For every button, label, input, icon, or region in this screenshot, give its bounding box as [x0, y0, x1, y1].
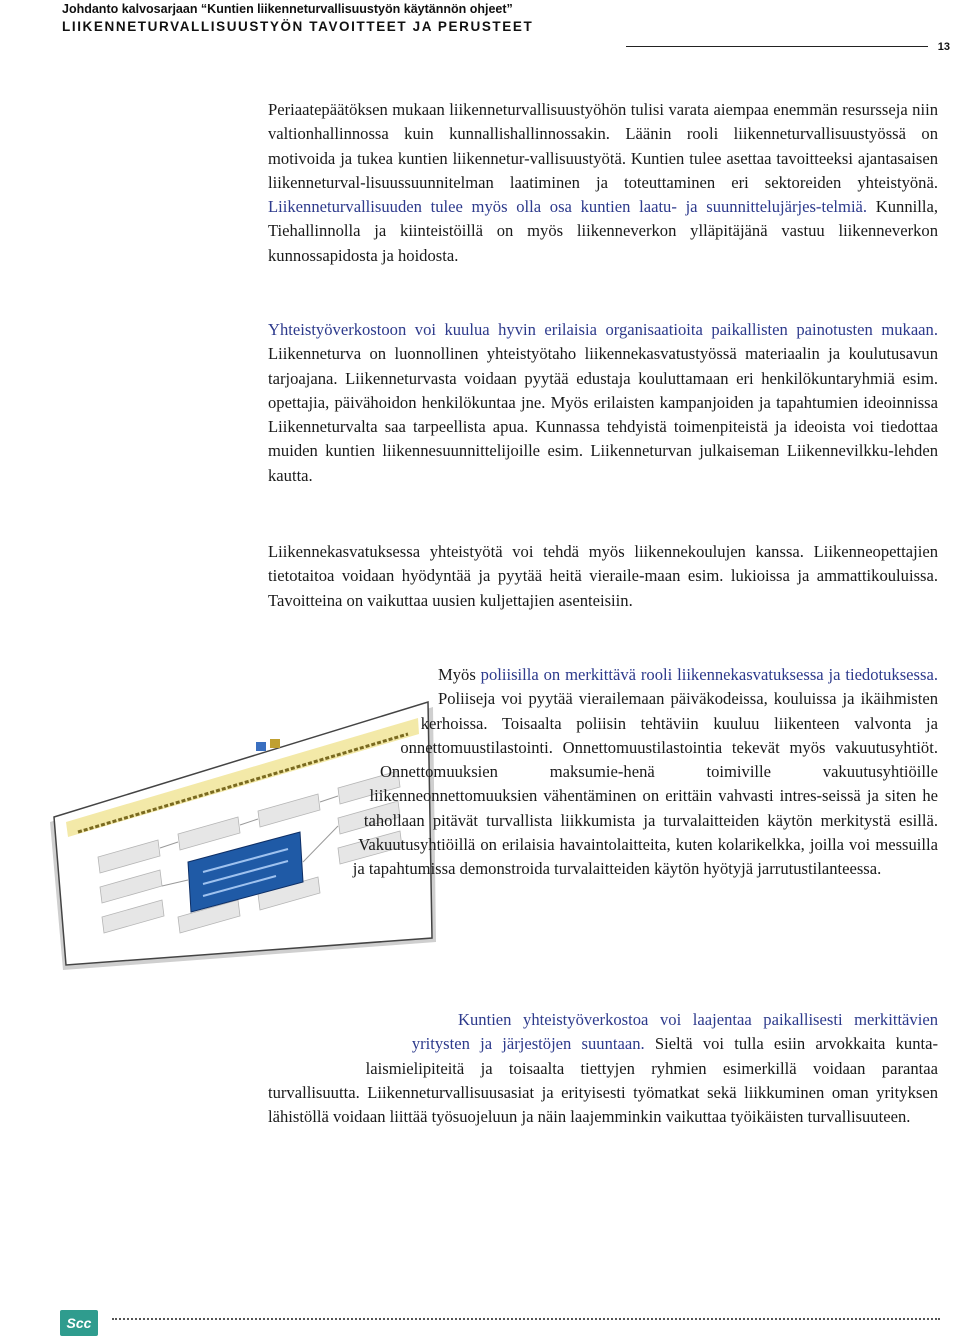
body-text: Liikenneturva on luonnollinen yhteistyötaho liikennekasvatustyössä materiaalin ja koulutusavun tarjoajana. Liikenneturvasta voidaan pyytää edustaja kouluttamaan eri henkilökuntaryhmiä esim. opettajia, päivähoidon henkilökuntaa jne. Myös erilaisten kampanjoiden ja tapahtumien ideoinnissa Liikenneturvalta saa tarpeellista apua. Kunnassa tehdyistä toimenpiteistä ja ideoista voi tiedottaa muiden kuntien liikennesuunnittelijoille esim. Liikenneturvan julkaiseman Liikennevilkku-lehden kautta. [268, 344, 938, 485]
body-text: Periaatepäätöksen mukaan liikenneturvallisuustyöhön tulisi varata aiempaa enemmän resursseja niin valtionhallinnossa kuin kunnallishallinnossakin. Läänin rooli liikenneturvallisuustyössä on motivoida ja tukea kuntien liikennetur-vallisuustyötä. Kuntien tulee asettaa tavoitteeksi ajantasaisen liikenneturval-lisuussuunnitelman laatiminen ja toteuttaminen eri sektoreiden yhteistyönä. [268, 100, 938, 192]
paragraph-2 [268, 318, 938, 488]
highlighted-text: Kuntien yhteistyöverkostoa voi laajentaa paikallisesti merkittävien yritysten ja järjestöjen suuntaan. [411, 1010, 938, 1054]
body-text: Poliiseja voi pyytää vierailemaan päiväkodeissa, kouluissa ja ikäihmisten kerhoissa. Toisaalta poliisin tehtäviin kuuluu liikenteen valvonta ja onnettomuustilastointi. Onnettomuustilastointia tekevät myös vakuutusyhtiöt. Onnettomuuksien maksumie-henä toimiville vakuutusyhtiöille liikenneonnettomuuksien vähentäminen on erittäin vahvasti intres-seissä ja siten he tahollaan pitävät turvallista liikkumista ja turvalaitteiden käytön merkitystä esillä. Vakuutusyhtiöillä on erilaisia havaintolaitteita, kuten kolarikelkka, joilla voi messuilla ja tapahtumissa demonstroida turvalaitteiden käytön hyötyjä jarrutustilanteessa. [352, 689, 938, 879]
body-text: Liikennekasvatuksessa yhteistyötä voi tehdä myös liikennekoulujen kanssa. Liikenneopettajien tietotaitoa voidaan hyödyntää ja pyytää heitä vieraile-maan esim. lukioissa ja ammattikouluissa. Tavoitteina on vaikuttaa uusien kuljettajien asenteisiin. [268, 542, 938, 610]
body-text: Kunnilla, Tiehallinnolla ja kiinteistöillä on myös liikenneverkon ylläpitäjänä vastuu liikenneverkon kunnossapidosta ja hoidosta. [268, 197, 938, 265]
highlighted-text: Yhteistyöverkostoon voi kuulua hyvin erilaisia organisaatioita paikallisten painotusten mukaan. [268, 320, 938, 339]
header-rule [626, 46, 928, 47]
paragraph-3 [268, 540, 938, 613]
paragraph-4 [268, 663, 938, 1013]
page-number: 13 [937, 41, 950, 53]
paragraph-5 [268, 1008, 938, 1129]
header-title: LIIKENNETURVALLISUUSTYÖN TAVOITTEET JA PERUSTEET [62, 19, 534, 34]
body-text: Myös [438, 665, 481, 684]
highlighted-text: Liikenneturvallisuuden tulee myös olla osa kuntien laatu- ja suunnittelujärjes-telmiä. [268, 197, 868, 217]
slide-mini-icon [256, 742, 266, 751]
body-text: Sieltä voi tulla esiin arvokkaita kunta-laismielipiteitä ja toisaalta tiettyjen ryhmien esimerkillä voidaan parantaa turvallisuutta. Liikenneturvallisuusasiat ja erityisesti työmatkat sekä liikkuminen oman yrityksen lähistöllä voidaan liittää työsuojeluun ja näin laajemminkin vaikuttaa työikäisten turvallisuuteen. [268, 1034, 938, 1127]
header-subtitle: Johdanto kalvosarjaan “Kuntien liikenneturvallisuustyön käytännön ohjeet” [62, 2, 513, 16]
paragraph-1 [268, 98, 938, 268]
highlighted-text: poliisilla on merkittävä rooli liikennekasvatuksessa ja tiedotuksessa. [480, 665, 938, 684]
footer-logo: Scc [60, 1310, 98, 1336]
footer-dotted-rule [112, 1318, 940, 1320]
